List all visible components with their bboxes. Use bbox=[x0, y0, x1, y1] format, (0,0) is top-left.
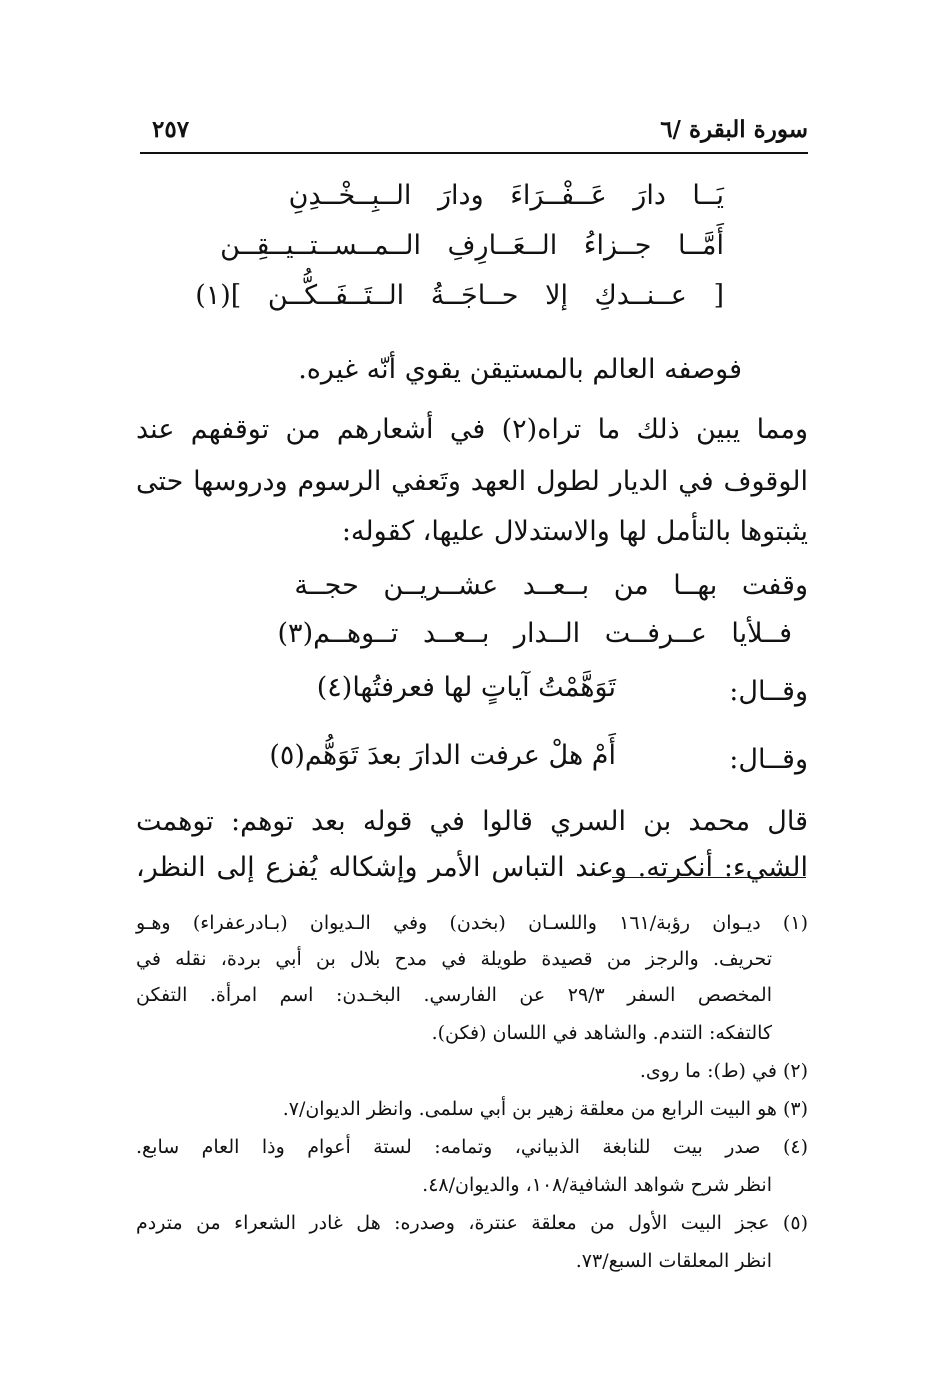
surah-title: سورة البقرة /٦ bbox=[660, 116, 808, 143]
paragraph-3-line-1: قال محمد بن السري قالوا في قوله بعد توهم: توهمت bbox=[136, 806, 808, 837]
running-header bbox=[140, 112, 808, 154]
footnote-3: (٣) هو البيت الرابع من معلقة زهير بن أبي سلمى. وانظر الديوان/٧. bbox=[282, 1098, 808, 1120]
verse-line-1: يَــا دارَ عَــفْــرَاءَ ودارَ الــبِــخْــدِنِ bbox=[288, 180, 724, 211]
poem-line-2: فــلأيا عــرفــت الــدار بــعــد تــوهــم(٣) bbox=[277, 618, 792, 649]
quote-1-text: تَوَهَّمْتُ آياتٍ لها فعرفتُها(٤) bbox=[316, 672, 616, 703]
paragraph-2-line-1: ومما يبين ذلك ما تراه(٢) في أشعارهم من توقفهم عند bbox=[136, 414, 808, 445]
footnote-4-line-1: (٤) صدر بيت للنابغة الذبياني، وتمامه: لستة أعوام وذا العام سابع. bbox=[136, 1136, 808, 1158]
footnote-2: (٢) في (ط): ما روى. bbox=[639, 1060, 808, 1082]
footnote-1-line-4: كالتفكه: التندم. والشاهد في اللسان (فكن). bbox=[431, 1022, 772, 1044]
footnote-5-line-1: (٥) عجز البيت الأول من معلقة عنترة، وصدره: هل غادر الشعراء من متردم bbox=[136, 1212, 808, 1234]
quote-1-label: وقــال: bbox=[729, 676, 808, 707]
paragraph-2-line-3: يثبتوها بالتأمل لها والاستدلال عليها، كقوله: bbox=[341, 516, 808, 547]
verse-line-2: أَمَّــا جــزاءُ الــعَــارِفِ الــمــســتــيــقِــن bbox=[220, 230, 724, 261]
paragraph-2-line-2: الوقوف في الديار لطول العهد وتَعفي الرسوم ودروسها حتى bbox=[136, 466, 808, 497]
paragraph-1: فوصفه العالم بالمستيقن يقوي أنّه غيره. bbox=[298, 354, 742, 385]
footnote-1-line-2: تحريف. والرجز من قصيدة طويلة في مدح بلال بن أبي بردة، نقله في bbox=[136, 948, 772, 970]
footnote-1-line-1: (١) ديـوان رؤبة/١٦١ واللسـان (بخدن) وفي الـديوان (بـادرعفراء) وهـو bbox=[136, 912, 808, 934]
verse-line-3: [ عــنــدكِ إلا حــاجَــةُ الــتَــفَــكُّــن ](١) bbox=[195, 280, 724, 311]
poem-line-1: وقفت بهــا من بــعــد عشــريــن حجــة bbox=[294, 570, 808, 601]
footnote-1-line-3: المخصص السفر ٢٩/٣ عن الفارسي. البخـدن: اسم امرأة. التفكن bbox=[136, 984, 772, 1006]
footnote-separator bbox=[612, 877, 806, 878]
quote-2-label: وقــال: bbox=[729, 744, 808, 775]
page-number: ٢٥٧ bbox=[152, 116, 190, 143]
quote-2-text: أَمْ هلْ عرفت الدارَ بعدَ تَوَهُّم(٥) bbox=[269, 740, 616, 771]
footnote-4-line-2: انظر شرح شواهد الشافية/١٠٨، والديوان/٤٨. bbox=[422, 1174, 772, 1196]
paragraph-3-line-2: الشيء: أنكرته. وعند التباس الأمر وإشكاله يُفزع إلى النظر، bbox=[136, 852, 808, 883]
footnote-5-line-2: انظر المعلقات السبع/٧٣. bbox=[575, 1250, 772, 1272]
